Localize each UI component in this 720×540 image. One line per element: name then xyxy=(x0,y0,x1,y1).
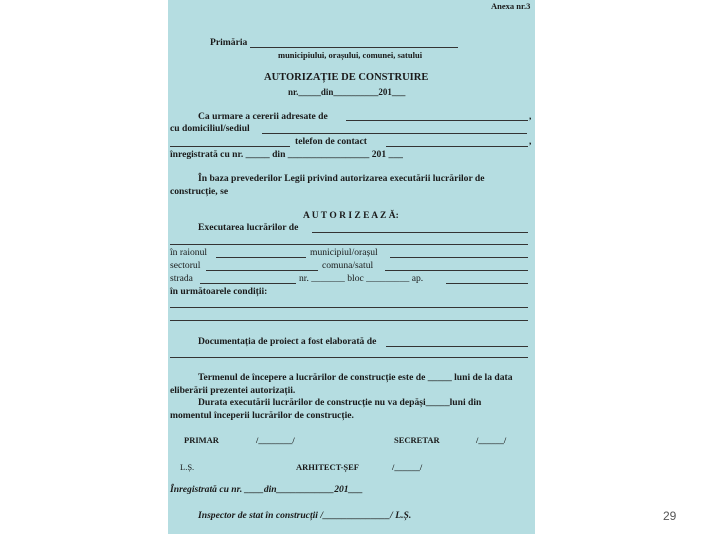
document-title: AUTORIZAȚIE DE CONSTRUIRE xyxy=(264,72,429,83)
law-line-1: În baza prevederilor Legii privind autorizarea executării lucrărilor de xyxy=(198,173,485,184)
municipiul-label: municipiul/orașul xyxy=(310,247,378,258)
documentatia-blank xyxy=(386,346,528,347)
executarea-blank xyxy=(312,232,528,233)
footer-registration: Înregistrată cu nr. ____din____________201___ xyxy=(170,484,363,495)
comuna-label: comuna/satul xyxy=(322,260,374,271)
termen-line-2: eliberării prezentei autorizații. xyxy=(170,385,296,396)
primaria-line xyxy=(250,47,458,48)
page-number: 29 xyxy=(663,509,677,523)
ls-label: L.Ș. xyxy=(180,462,195,472)
document-number-line: nr._____din__________201___ xyxy=(288,87,406,97)
documentatia-blank-2 xyxy=(170,357,528,358)
intro-line-1: Ca urmare a cererii adresate de xyxy=(198,111,328,122)
strada-blank xyxy=(200,283,296,284)
conditii-blank-1 xyxy=(170,307,528,308)
primar-label: PRIMAR xyxy=(184,435,219,445)
conditii-blank-2 xyxy=(170,320,528,321)
footer-inspector: Inspector de stat în construcții /______________/ L.Ș. xyxy=(198,510,412,521)
documentatia-label: Documentația de proiect a fost elaborată de xyxy=(198,336,377,347)
comma-1: , xyxy=(529,111,532,122)
strada-label: strada xyxy=(170,273,193,284)
annex-label: Anexa nr.3 xyxy=(491,1,531,11)
intro-line-2: cu domiciliul/sediul xyxy=(170,123,250,134)
termen-line-4: momentul începerii lucrărilor de construcție. xyxy=(170,410,354,421)
executarea-label: Executarea lucrărilor de xyxy=(198,222,299,233)
intro-line-1-blank xyxy=(346,120,528,121)
secretar-label: SECRETAR xyxy=(394,435,440,445)
intro-line-3: telefon de contact xyxy=(295,136,367,147)
intro-line-3-blank-left xyxy=(170,146,290,147)
comma-2: , xyxy=(529,136,532,147)
municipiul-blank xyxy=(390,257,528,258)
sectorul-blank xyxy=(206,270,318,271)
arhitect-label: ARHITECT-ȘEF xyxy=(296,462,359,472)
primaria-label: Primăria xyxy=(210,37,248,48)
primaria-subtitle: municipiului, orașului, comunei, satului xyxy=(278,50,423,60)
primar-signature-blank: /________/ xyxy=(256,435,295,445)
executarea-blank-2 xyxy=(170,244,528,245)
secretar-signature-blank: /______/ xyxy=(476,435,507,445)
intro-line-3-blank-right xyxy=(386,146,528,147)
intro-line-2-blank xyxy=(262,133,527,134)
nr-bloc-ap-label: nr. _______ bloc _________ ap. xyxy=(299,273,424,284)
intro-line-4: înregistrată cu nr. _____ din _________________ 201 ___ xyxy=(170,149,403,160)
sectorul-label: sectorul xyxy=(170,260,201,271)
conditii-label: în următoarele condiții: xyxy=(170,286,268,297)
termen-line-1: Termenul de începere a lucrărilor de construcție este de _____ luni de la data xyxy=(198,372,513,383)
ap-blank xyxy=(446,283,528,284)
comuna-blank xyxy=(385,270,528,271)
autorizeaza-heading: A U T O R I Z E A Z Ă: xyxy=(303,211,399,221)
arhitect-signature-blank: /______/ xyxy=(392,462,423,472)
raionul-blank xyxy=(216,257,306,258)
raionul-label: în raionul xyxy=(170,247,208,258)
authorization-form-document xyxy=(168,0,535,534)
law-line-2: construcție, se xyxy=(170,186,229,197)
termen-line-3: Durata executării lucrărilor de construcție nu va depăși_____luni din xyxy=(198,397,482,408)
